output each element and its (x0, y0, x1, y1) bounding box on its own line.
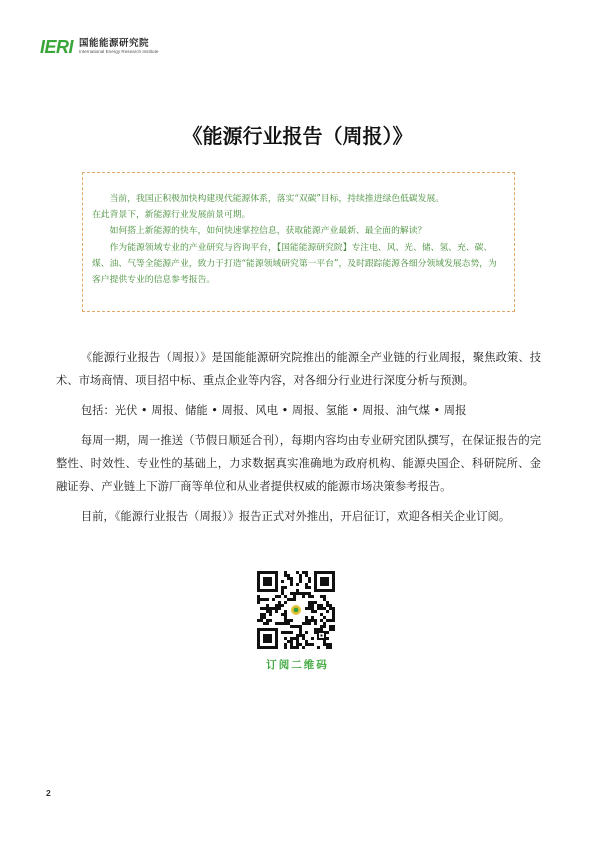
org-name-en: International Energy Research Institute (79, 49, 159, 55)
qr-caption: 订阅二维码 (266, 659, 329, 671)
ieri-logo: IERI (40, 37, 74, 57)
body-paragraph-2: 包括：光伏 • 周报、储能 • 周报、风电 • 周报、氢能 • 周报、油气煤 • 周报 (80, 404, 467, 417)
body-paragraph-1: 《能源行业报告（周报）》是国能能源研究院推出的能源全产业链的行业周报，聚焦政策、技术、市场商情、项目招中标、重点企业等内容，对各细分行业进行深度分析与预测。 (56, 351, 541, 387)
body-text (56, 346, 541, 535)
qr-code-icon (257, 571, 335, 649)
org-name (79, 39, 158, 55)
body-paragraph-4: 目前，《能源行业报告（周报）》报告正式对外推出，开启征订，欢迎各相关企业订阅。 (80, 510, 511, 523)
org-name-cn: 国能能源研究院 (79, 37, 150, 49)
intro-paragraph-3: 作为能源领域专业的产业研究与咨询平台，【国能能源研究院】专注电、风、光、储、氢、充、碳、煤、油、气等全能源产业，致力于打造“能源领域研究第一平台”，及时跟踪能源各细分领域发展态势，为客户提供专业的信息参考报告。 (92, 242, 497, 286)
intro-paragraph-1: 当前，我国正积极加快构建现代能源体系，落实“双碳”目标，持续推进绿色低碳发展。 (109, 194, 445, 204)
page-number: 2 (46, 788, 51, 798)
intro-paragraph-2: 如何搭上新能源的快车，如何快速掌控信息，获取能源产业最新、最全面的解读？ (109, 226, 427, 237)
body-paragraph-3: 每周一期，周一推送（节假日顺延合刊），每期内容均由专业研究团队撰写，在保证报告的完整性、时效性、专业性的基础上，力求数据真实准确地为政府机构、能源央国企、科研院所、金融证券、产业链上下游厂商等单位和从业者提供权威的能源市场决策参考报告。 (56, 434, 541, 493)
page-header (40, 38, 158, 56)
report-title: 《能源行业报告（周报）》 (182, 124, 413, 148)
intro-box (82, 172, 515, 312)
intro-paragraph-1-cont: 在此背景下，新能源行业发展前景可期。 (92, 210, 251, 221)
subscription-qr-code[interactable] (257, 571, 335, 649)
